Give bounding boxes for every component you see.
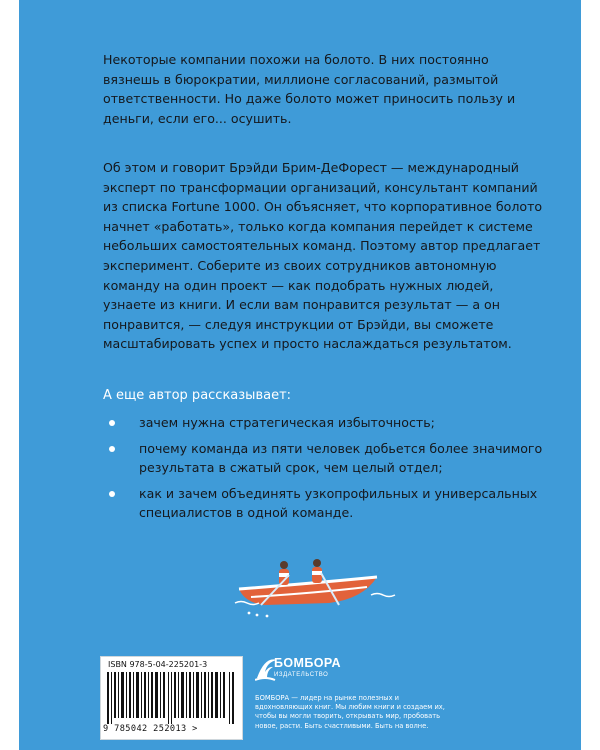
list-item: почему команда из пяти человек добьется более значимого результата в сжатый срок, чем целый отдел; bbox=[103, 439, 543, 478]
barcode-block bbox=[100, 656, 243, 740]
bullet-dot-icon bbox=[109, 446, 115, 452]
publisher-name: БОМБОРА bbox=[274, 656, 341, 670]
barcode-icon bbox=[107, 672, 236, 724]
barcode-digits: 9 785042 252013 > bbox=[103, 724, 198, 734]
back-cover bbox=[19, 0, 581, 750]
rowing-boat-illustration bbox=[221, 555, 411, 625]
description-paragraph: Об этом и говорит Брэйди Брим-ДеФорест — международный эксперт по трансформации организаций, консультант компаний из списка Fortune 1000. Он объясняет, что корпоративное болото начнет «работать», только когда компания перейдет к системе небольших самостоятельных команд. Поэтому автор предлагает эксперимент. Соберите из своих сотрудников автономную команду на один проект — как подобрать нужных людей, узнаете из книги. И если вам понравится результат — а он понравится, — следуя инструкции от Брэйди, вы сможете масштабировать успех и просто наслаждаться результатом. bbox=[103, 160, 543, 352]
intro-paragraph: Некоторые компании похожи на болото. В них постоянно вязнешь в бюрократии, миллионе согласований, размытой ответственности. Но даже болото может приносить пользу и деньги, если его... осушить. bbox=[103, 52, 516, 126]
publisher-subtitle: ИЗДАТЕЛЬСТВО bbox=[274, 672, 329, 678]
bullet-dot-icon bbox=[109, 491, 115, 497]
publisher-blurb: БОМБОРА — лидер на рынке полезных и вдохновляющих книг. Мы любим книги и создаем их, чтобы вы могли творить, открывать мир, пробовать новое, расти. Быть счастливыми. Быть на волне. bbox=[255, 694, 445, 730]
list-item: как и зачем объединять узкопрофильных и универсальных специалистов в одной команде. bbox=[103, 484, 543, 523]
bullet-dot-icon bbox=[109, 420, 115, 426]
list-item: зачем нужна стратегическая избыточность; bbox=[103, 413, 543, 433]
topics-list bbox=[103, 413, 543, 529]
list-lead: А еще автор рассказывает: bbox=[103, 388, 292, 403]
isbn-text: ISBN 978-5-04-225201-3 bbox=[108, 660, 208, 669]
